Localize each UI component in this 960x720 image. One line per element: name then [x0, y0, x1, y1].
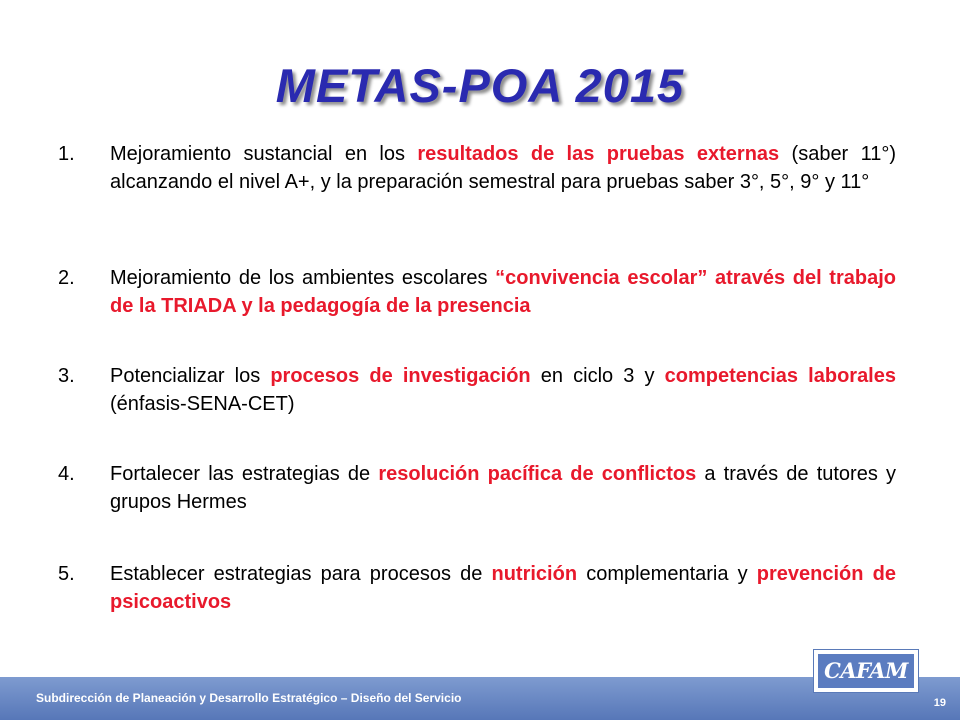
goal-number: 1. — [58, 143, 75, 165]
goal-number: 4. — [58, 463, 75, 485]
goal-text-run: complementaria y — [577, 563, 757, 585]
goal-text — [110, 140, 896, 196]
goal-number: 5. — [58, 563, 75, 585]
slide-title: METAS-POA 2015 — [275, 59, 685, 112]
goal-number: 2. — [58, 267, 75, 289]
highlight-text: resultados de las pruebas externas — [417, 143, 780, 165]
highlight-text: “convivencia escolar” através del trabajo de la TRIADA y la pedagogía de la presencia — [110, 267, 896, 317]
goal-text — [110, 560, 896, 616]
goal-text-run: (saber 11°) alcanzando el nivel A+, y la preparación semestral para pruebas saber 3°, 5°, 9° y 11° — [110, 143, 897, 193]
footer-text: Subdirección de Planeación y Desarrollo Estratégico – Diseño del Servicio — [36, 691, 462, 705]
goal-text-run: a través de tutores y grupos Hermes — [110, 463, 896, 513]
highlight-text: competencias laborales — [664, 365, 896, 387]
goal-text — [110, 362, 896, 418]
highlight-text: resolución pacífica de conflictos — [378, 463, 697, 485]
page-number: 19 — [933, 697, 946, 709]
goal-item-2 — [58, 264, 896, 320]
highlight-text: prevención de psicoactivos — [110, 563, 896, 613]
goal-text — [110, 264, 896, 320]
goal-item-3 — [58, 362, 896, 418]
goal-text-run: (énfasis-SENA-CET) — [110, 393, 295, 415]
goal-item-1 — [58, 140, 896, 196]
highlight-text: procesos de investigación — [270, 365, 531, 387]
goal-text-run: Mejoramiento sustancial en los — [110, 143, 418, 165]
cafam-logo — [813, 649, 919, 693]
goal-text-run: Mejoramiento de los ambientes escolares — [110, 267, 496, 289]
goal-item-4 — [58, 460, 896, 516]
goal-text-run: en ciclo 3 y — [530, 365, 665, 387]
goal-text-run: Potencializar los — [110, 365, 271, 387]
goal-text-run: Fortalecer las estrategias de — [110, 463, 379, 485]
highlight-text: nutrición — [491, 563, 578, 585]
goal-item-5 — [58, 560, 896, 616]
logo-mark: CAFAM — [818, 654, 914, 688]
goal-text-run: Establecer estrategias para procesos de — [110, 563, 492, 585]
goal-text — [110, 460, 896, 516]
goal-number: 3. — [58, 365, 75, 387]
